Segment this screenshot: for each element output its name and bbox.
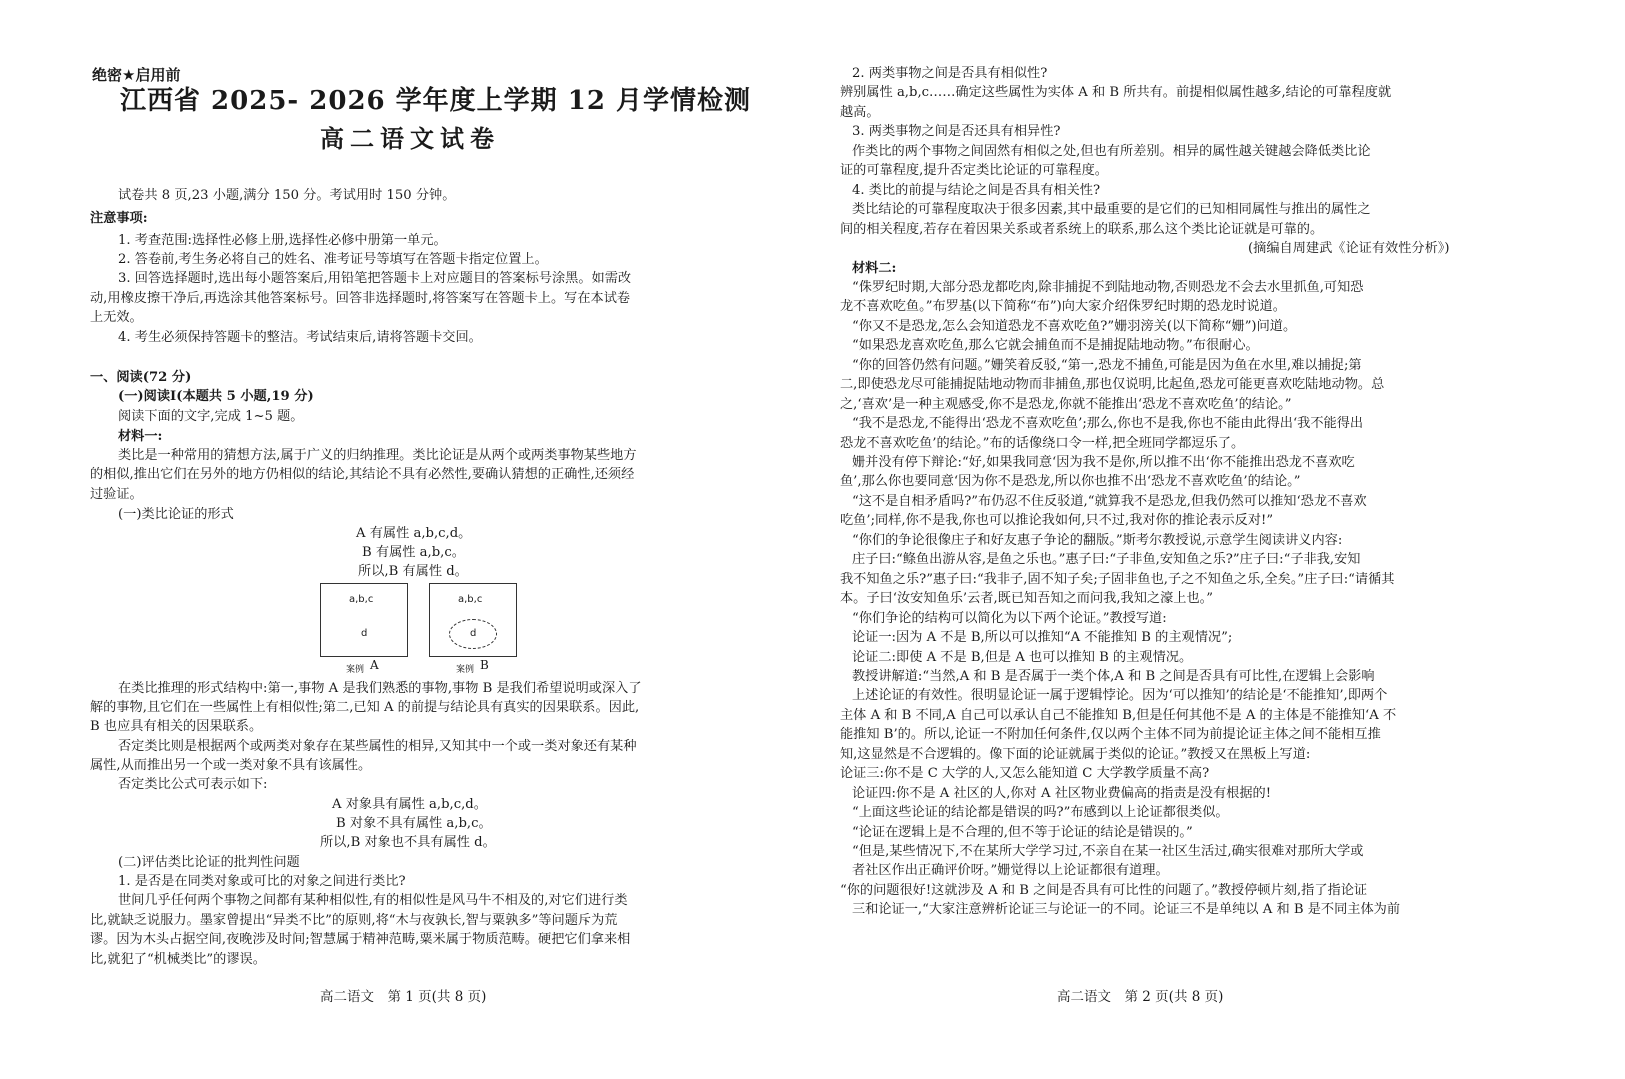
paragraph-line: 主体 A 和 B 不同,A 自己可以承认自己不能推知 B,但是任何其他不是 A 的主体是不能推知‘A 不	[840, 708, 1397, 723]
paragraph-line: 类比结论的可靠程度取决于很多因素,其中最重要的是它们的已知相同属性与推出的属性之	[852, 202, 1371, 217]
subsection-heading: (一)类比论证的形式	[118, 507, 234, 522]
paragraph-line: 论证三:你不是 C 大学的人,又怎么能知道 C 大学教学质量不高?	[840, 766, 1210, 781]
paragraph-line: 在类比推理的形式结构中:第一,事物 A 是我们熟悉的事物,事物 B 是我们希望说明或深入了	[118, 681, 642, 696]
paragraph-line: 能推知 B’的。所以,论证一不附加任何条件,仅以两个主体不同为前提论证主体之间不能相互推	[840, 727, 1381, 742]
paragraph-line: 庄子曰:“鲦鱼出游从容,是鱼之乐也。”惠子曰:“子非鱼,安知鱼之乐?”庄子曰:“子非我,安知	[852, 552, 1361, 567]
material-2-heading: 材料二:	[852, 261, 897, 276]
paragraph-line: 姗并没有停下辩论:“好,如果我同意‘因为我不是你,所以推不出‘你不能推出恐龙不喜欢吃	[852, 455, 1355, 470]
paragraph-line: “但是,某些情况下,不在某所大学学习过,不亲自在某一社区生活过,确实很难对那所大学或	[852, 844, 1364, 859]
formula-line: A 有属性 a,b,c,d。	[356, 526, 472, 541]
diagram-box-a	[320, 583, 408, 657]
paragraph-line: 本。子曰‘汝安知鱼乐’云者,既已知吾知之而问我,我知之濠上也。”	[840, 591, 1213, 606]
paragraph-line: 世间几乎任何两个事物之间都有某种相似性,有的相似性是风马牛不相及的,对它们进行类	[118, 893, 628, 908]
paragraph-line: “上面这些论证的结论都是错误的吗?”布感到以上论证都很类似。	[852, 805, 1229, 820]
source-citation: (摘编自周建武《论证有效性分析》)	[1248, 241, 1450, 256]
formula-line: 所以,B 有属性 d。	[358, 564, 468, 579]
paragraph-line: 三和论证一,“大家注意辨析论证三与论证一的不同。论证三不是单纯以 A 和 B 是不同主体为前	[852, 902, 1401, 917]
diagram-caption-label: 案例	[346, 665, 365, 675]
paragraph-line: “你的回答仍然有问题。”姗笑着反驳,“第一,恐龙不捕鱼,可能是因为鱼在水里,难以捕捉;第	[852, 358, 1362, 373]
exam-subtitle: 高二语文试卷	[320, 125, 500, 153]
diagram-caption-b: B	[480, 658, 489, 672]
box-b-attribute-d: d	[470, 628, 477, 639]
paragraph-line: 我不知鱼之乐?”惠子曰:“我非子,固不知子矣;子固非鱼也,子之不知鱼之乐,全矣。”庄子曰:“请循其	[840, 572, 1395, 587]
paragraph-line: 1. 是否是在同类对象或可比的对象之间进行类比?	[118, 874, 406, 889]
paragraph-line: 过验证。	[90, 487, 143, 502]
reading-instruction: 阅读下面的文字,完成 1~5 题。	[118, 409, 304, 424]
notice-item: 2. 答卷前,考生务必将自己的姓名、准考证号等填写在答题卡指定位置上。	[118, 252, 548, 267]
notice-item: 动,用橡皮擦干净后,再选涂其他答案标号。回答非选择题时,将答案写在答题卡上。写在本试卷	[90, 291, 631, 306]
section-reading-1: (一)阅读Ⅰ(本题共 5 小题,19 分)	[118, 389, 314, 404]
notice-item: 4. 考生必须保持答题卡的整洁。考试结束后,请将答题卡交回。	[118, 330, 482, 345]
subsection-heading: (二)评估类比论证的批判性问题	[118, 855, 300, 870]
section-reading: 一、阅读(72 分)	[90, 370, 192, 385]
paragraph-line: 二,即使恐龙尽可能捕捉陆地动物而非捕鱼,那也仅说明,比起鱼,恐龙可能更喜欢吃陆地动物。总	[840, 377, 1385, 392]
exam-page-2	[812, 0, 1625, 1079]
paragraph-line: 之,‘喜欢’是一种主观感受,你不是恐龙,你就不能推出‘恐龙不喜欢吃鱼’的结论。”	[840, 397, 1292, 412]
paragraph-line: “侏罗纪时期,大部分恐龙都吃肉,除非捕捉不到陆地动物,否则恐龙不会去水里抓鱼,可知恐	[852, 280, 1364, 295]
paragraph-line: 否定类比公式可表示如下:	[118, 777, 268, 792]
paragraph-line: 间的相关程度,若存在着因果关系或者系统上的联系,那么这个类比论证就是可靠的。	[840, 222, 1324, 237]
notice-item: 上无效。	[90, 310, 143, 325]
paragraph-line: 否定类比则是根据两个或两类对象存在某些属性的相异,又知其中一个或一类对象还有某种	[118, 739, 637, 754]
confidential-label: 绝密★启用前	[92, 66, 181, 84]
paragraph-line: 4. 类比的前提与结论之间是否具有相关性?	[852, 183, 1101, 198]
formula-line: B 对象不具有属性 a,b,c。	[336, 816, 492, 831]
notice-item: 1. 考查范围:选择性必修上册,选择性必修中册第一单元。	[118, 233, 447, 248]
paragraph-line: 恐龙不喜欢吃鱼’的结论。”布的话像绕口令一样,把全班同学都逗乐了。	[840, 436, 1245, 451]
paragraph-line: 比,就缺乏说服力。墨家曾提出“异类不比”的原则,将“木与夜孰长,智与粟孰多”等问题斥为荒	[90, 913, 618, 928]
formula-line: A 对象具有属性 a,b,c,d。	[332, 797, 487, 812]
diagram-caption-a: A	[370, 658, 379, 672]
paragraph-line: 知,这显然是不合逻辑的。像下面的论证就属于类似的论证。”教授又在黑板上写道:	[840, 747, 1311, 762]
paragraph-line: 论证一:因为 A 不是 B,所以可以推知“A 不能推知 B 的主观情况”;	[852, 630, 1233, 645]
box-a-attribute-d: d	[361, 628, 368, 639]
page-footer: 高二语文 第 2 页(共 8 页)	[1057, 989, 1224, 1005]
paragraph-line: “如果恐龙喜欢吃鱼,那么它就会捕鱼而不是捕捉陆地动物。”布很耐心。	[852, 338, 1259, 353]
material-1-heading: 材料一:	[118, 429, 163, 444]
exam-title: 江西省 2025- 2026 学年度上学期 12 月学情检测	[120, 86, 751, 116]
paragraph-line: 龙不喜欢吃鱼。”布罗基(以下简称“布”)向大家介绍侏罗纪时期的恐龙时说道。	[840, 299, 1286, 314]
formula-line: B 有属性 a,b,c。	[362, 545, 465, 560]
paragraph-line: 鱼’,那么你也要同意‘因为你不是恐龙,所以你也推不出‘恐龙不喜欢吃鱼’的结论。”	[840, 474, 1301, 489]
paragraph-line: 论证二:即使 A 不是 B,但是 A 也可以推知 B 的主观情况。	[852, 650, 1193, 665]
paragraph-line: 者社区作出正确评价呀。”姗觉得以上论证都很有道理。	[852, 863, 1169, 878]
paragraph-line: “你们的争论很像庄子和好友惠子争论的翻版。”斯考尔教授说,示意学生阅读讲义内容:	[852, 533, 1343, 548]
exam-page-1	[0, 0, 800, 1079]
paragraph-line: “你们争论的结构可以简化为以下两个论证。”教授写道:	[852, 611, 1167, 626]
diagram-box-b	[429, 583, 517, 657]
paragraph-line: 教授讲解道:“当然,A 和 B 是否属于一类个体,A 和 B 之间是否具有可比性,在逻辑上会影响	[852, 669, 1375, 684]
formula-line: 所以,B 对象也不具有属性 d。	[320, 835, 496, 850]
paragraph-line: “这不是自相矛盾吗?”布仍忍不住反驳道,“就算我不是恐龙,但我仍然可以推知‘恐龙不喜欢	[852, 494, 1367, 509]
paragraph-line: 比,就犯了“机械类比”的谬误。	[90, 952, 266, 967]
box-b-attributes: a,b,c	[458, 594, 483, 605]
paragraph-line: 越高。	[840, 105, 880, 120]
paragraph-line: 证的可靠程度,提升否定类比论证的可靠程度。	[840, 163, 1108, 178]
paragraph-line: 论证四:你不是 A 社区的人,你对 A 社区物业费偏高的指责是没有根据的!	[852, 786, 1271, 801]
notice-title: 注意事项:	[90, 211, 148, 226]
paragraph-line: 谬。因为木头占据空间,夜晚涉及时间;智慧属于精神范畴,粟米属于物质范畴。硬把它们拿来相	[90, 932, 631, 947]
box-a-attributes: a,b,c	[349, 594, 374, 605]
paragraph-line: “我不是恐龙,不能得出‘恐龙不喜欢吃鱼’;那么,你也不是我,你也不能由此得出‘我不能得出	[852, 416, 1364, 431]
paragraph-line: “你的问题很好!这就涉及 A 和 B 之间是否具有可比性的问题了。”教授停顿片刻,指了指论证	[840, 883, 1368, 898]
notice-item: 3. 回答选择题时,选出每小题答案后,用铅笔把答题卡上对应题目的答案标号涂黑。如需改	[118, 271, 632, 286]
paragraph-line: 类比是一种常用的猜想方法,属于广义的归纳推理。类比论证是从两个或两类事物某些地方	[118, 448, 637, 463]
paragraph-line: “你又不是恐龙,怎么会知道恐龙不喜欢吃鱼?”姗羽滂关(以下简称“姗”)问道。	[852, 319, 1297, 334]
diagram-caption-label: 案例	[456, 665, 475, 675]
paragraph-line: 上述论证的有效性。很明显论证一属于逻辑悖论。因为‘可以推知’的结论是‘不能推知’,即两个	[852, 688, 1388, 703]
paragraph-line: 辨别属性 a,b,c……确定这些属性为实体 A 和 B 所共有。前提相似属性越多,结论的可靠程度就	[840, 85, 1392, 100]
paragraph-line: B 也应具有相关的因果联系。	[90, 719, 263, 734]
paragraph-line: 吃鱼’;同样,你不是我,你也可以推论我如何,只不过,我对你的推论表示反对!”	[840, 513, 1274, 528]
paragraph-line: “论证在逻辑上是不合理的,但不等于论证的结论是错误的。”	[852, 825, 1193, 840]
paragraph-line: 属性,从而推出另一个或一类对象不具有该属性。	[90, 758, 372, 773]
paragraph-line: 3. 两类事物之间是否还具有相异性?	[852, 124, 1061, 139]
paragraph-line: 解的事物,且它们在一些属性上有相似性;第二,已知 A 的前提与结论具有真实的因果联系。因此,	[90, 700, 640, 715]
paragraph-line: 作类比的两个事物之间固然有相似之处,但也有所差别。相异的属性越关键越会降低类比论	[852, 144, 1371, 159]
page-footer: 高二语文 第 1 页(共 8 页)	[320, 989, 487, 1005]
paragraph-line: 2. 两类事物之间是否具有相似性?	[852, 66, 1048, 81]
exam-intro: 试卷共 8 页,23 小题,满分 150 分。考试用时 150 分钟。	[118, 188, 456, 203]
paragraph-line: 的相似,推出它们在另外的地方仍相似的结论,其结论不具有必然性,要确认猜想的正确性,还须经	[90, 467, 635, 482]
